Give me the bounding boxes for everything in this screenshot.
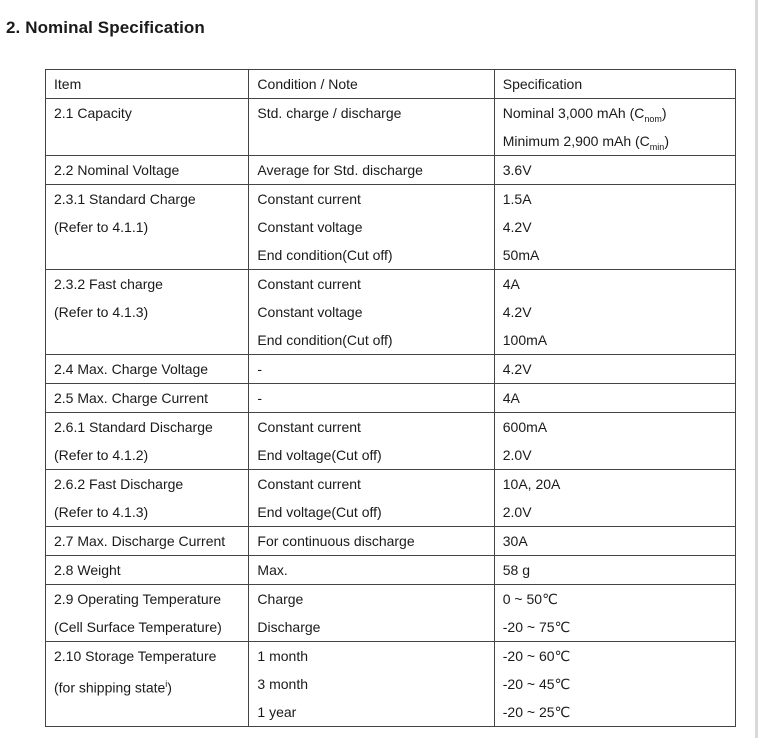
spec-text: 10A, 20A <box>502 476 561 492</box>
specification-table <box>45 69 736 727</box>
item-subtext <box>54 670 248 698</box>
spec-text: Nominal 3,000 mAh (C <box>502 105 645 121</box>
condition-cell <box>249 527 494 556</box>
item-text: ) <box>167 679 172 696</box>
item-text: (Cell Surface Temperature) <box>54 619 222 635</box>
footnote-marker: i <box>165 679 168 689</box>
item-text: 2.3.2 Fast charge <box>54 276 163 292</box>
table-row-fast-charge <box>46 270 736 355</box>
spec-text: 4A <box>502 390 520 406</box>
condition-cell <box>249 99 494 156</box>
item-text: (Refer to 4.1.2) <box>54 447 149 463</box>
item-text: 2.8 Weight <box>54 562 121 578</box>
spec-text: 0 ~ 50℃ <box>502 591 558 607</box>
spec-cell <box>494 384 735 413</box>
spec-nominal-capacity <box>503 99 735 127</box>
item-text: (Refer to 4.1.1) <box>54 219 149 235</box>
table-row-weight <box>46 556 736 585</box>
spec-cell <box>494 185 735 270</box>
table-row-max-discharge-current <box>46 527 736 556</box>
spec-text: 3.6V <box>502 162 532 178</box>
condition-cell <box>249 585 494 642</box>
spec-text: Minimum 2,900 mAh (C <box>502 133 650 149</box>
spec-text: -20 ~ 45℃ <box>502 676 571 692</box>
condition-text: - <box>257 390 263 406</box>
spec-cell <box>494 99 735 156</box>
item-cell <box>46 156 249 185</box>
spec-text: ) <box>661 105 667 121</box>
spec-cell <box>494 470 735 527</box>
spec-text: 4.2V <box>502 361 532 377</box>
item-cell <box>46 270 249 355</box>
condition-cell <box>249 642 494 727</box>
spec-text: 4.2V <box>502 304 532 320</box>
spec-cell <box>494 413 735 470</box>
condition-text: Average for Std. discharge <box>257 162 423 178</box>
condition-text: 1 month <box>257 648 309 664</box>
item-text: 2.4 Max. Charge Voltage <box>54 361 209 377</box>
table-header-row <box>46 70 736 99</box>
condition-text: 1 year <box>257 704 297 720</box>
spec-text: 4.2V <box>502 219 532 235</box>
header-item: Item <box>46 70 249 99</box>
condition-cell <box>249 270 494 355</box>
spec-text: -20 ~ 25℃ <box>502 704 571 720</box>
condition-cell <box>249 156 494 185</box>
condition-text: Constant voltage <box>257 219 363 235</box>
table-row-operating-temperature <box>46 585 736 642</box>
spec-text: 2.0V <box>502 447 532 463</box>
spec-cell <box>494 556 735 585</box>
table-row-max-charge-current <box>46 384 736 413</box>
condition-text: Constant current <box>257 419 361 435</box>
spec-text: -20 ~ 75℃ <box>502 619 571 635</box>
item-cell <box>46 413 249 470</box>
item-text: (Refer to 4.1.3) <box>54 504 149 520</box>
spec-text: 100mA <box>502 332 548 348</box>
item-cell <box>46 556 249 585</box>
condition-text: Constant current <box>257 276 361 292</box>
condition-text: 3 month <box>257 676 309 692</box>
spec-text: 4A <box>502 276 520 292</box>
item-text: 2.1 Capacity <box>54 105 132 121</box>
table-row-capacity <box>46 99 736 156</box>
item-cell <box>46 99 249 156</box>
item-text: 2.6.1 Standard Discharge <box>54 419 213 435</box>
spec-minimum-capacity <box>503 127 735 155</box>
condition-text: End voltage(Cut off) <box>257 504 382 520</box>
spec-text: ) <box>664 133 669 149</box>
condition-text: End condition(Cut off) <box>257 247 393 263</box>
table-row-max-charge-voltage <box>46 355 736 384</box>
spec-text: 50mA <box>502 247 540 263</box>
item-text: (Refer to 4.1.3) <box>54 304 149 320</box>
spec-cell <box>494 527 735 556</box>
condition-text: Charge <box>257 591 304 607</box>
spec-cell <box>494 355 735 384</box>
table-row-fast-discharge <box>46 470 736 527</box>
spec-cell <box>494 642 735 727</box>
item-cell <box>46 470 249 527</box>
condition-cell <box>249 384 494 413</box>
item-text: 2.2 Nominal Voltage <box>54 162 180 178</box>
header-condition: Condition / Note <box>249 70 494 99</box>
spec-text: 30A <box>502 533 528 549</box>
spec-text: 1.5A <box>502 191 532 207</box>
spec-cell <box>494 585 735 642</box>
item-text: 2.3.1 Standard Charge <box>54 191 196 207</box>
condition-text: - <box>257 361 263 377</box>
table-row-standard-charge <box>46 185 736 270</box>
condition-cell <box>249 413 494 470</box>
condition-cell <box>249 355 494 384</box>
item-text: (for shipping state <box>54 679 166 696</box>
condition-text: Max. <box>257 562 288 578</box>
spec-text: 58 g <box>502 562 530 578</box>
table-row-nominal-voltage <box>46 156 736 185</box>
condition-text: Std. charge / discharge <box>257 105 402 121</box>
table-row-storage-temperature <box>46 642 736 727</box>
item-cell <box>46 642 249 727</box>
spec-text: -20 ~ 60℃ <box>502 648 571 664</box>
spec-cell <box>494 270 735 355</box>
item-text: 2.6.2 Fast Discharge <box>54 476 184 492</box>
condition-cell <box>249 185 494 270</box>
item-cell <box>46 355 249 384</box>
item-text: 2.7 Max. Discharge Current <box>54 533 226 549</box>
table-row-standard-discharge <box>46 413 736 470</box>
item-cell <box>46 585 249 642</box>
subscript-nom: nom <box>644 113 662 124</box>
section-title: 2. Nominal Specification <box>6 18 205 37</box>
item-text: 2.10 Storage Temperature <box>54 648 217 664</box>
condition-cell <box>249 470 494 527</box>
item-text: 2.9 Operating Temperature <box>54 591 222 607</box>
item-text: 2.5 Max. Charge Current <box>54 390 209 406</box>
spec-text: 600mA <box>502 419 548 435</box>
condition-text: Constant current <box>257 476 361 492</box>
item-cell <box>46 384 249 413</box>
condition-text: End condition(Cut off) <box>257 332 393 348</box>
subscript-min: min <box>649 141 665 152</box>
condition-text: For continuous discharge <box>257 533 415 549</box>
spec-cell <box>494 156 735 185</box>
condition-text: Discharge <box>257 619 321 635</box>
spec-text: 2.0V <box>502 504 532 520</box>
condition-text: Constant current <box>257 191 361 207</box>
condition-cell <box>249 556 494 585</box>
header-specification: Specification <box>494 70 735 99</box>
item-cell <box>46 185 249 270</box>
item-cell <box>46 527 249 556</box>
condition-text: Constant voltage <box>257 304 363 320</box>
condition-text: End voltage(Cut off) <box>257 447 382 463</box>
